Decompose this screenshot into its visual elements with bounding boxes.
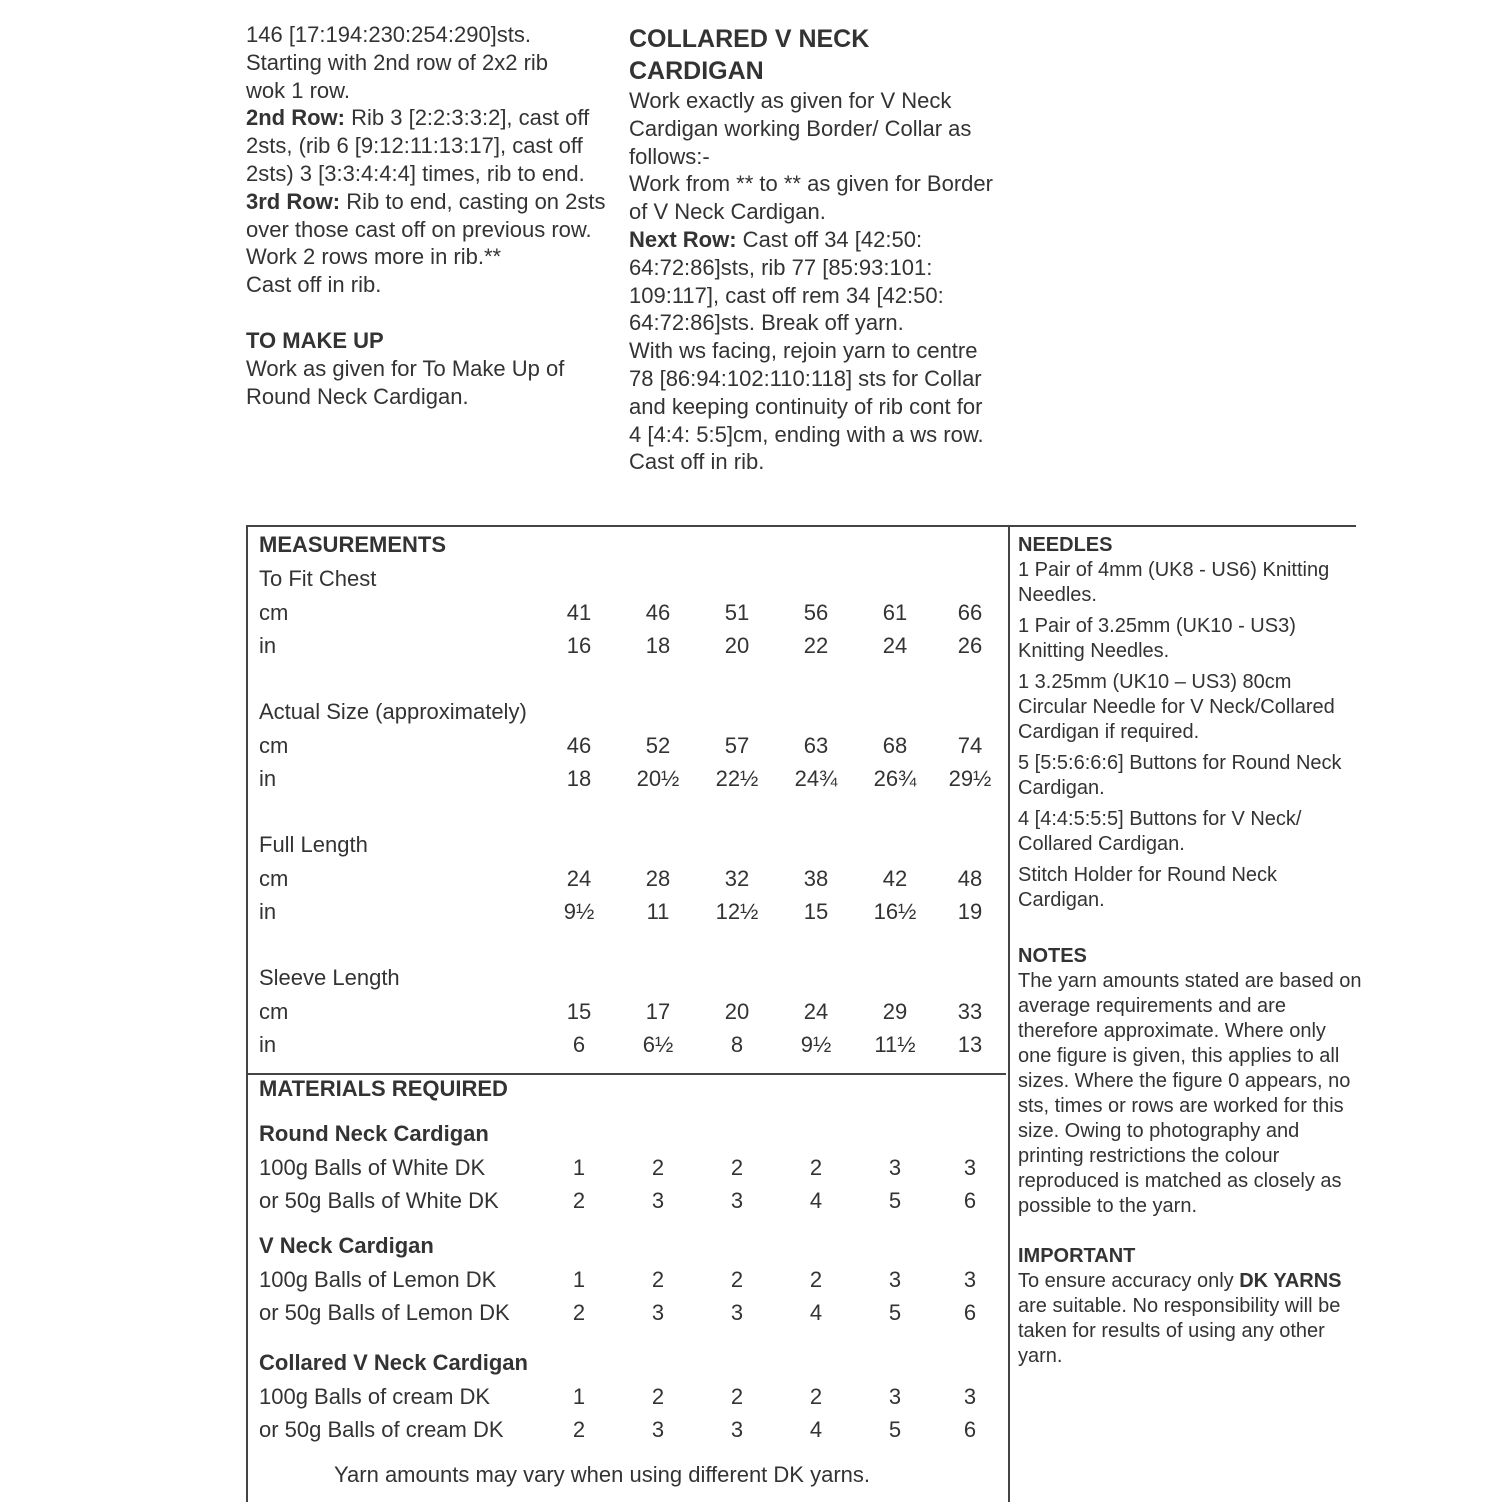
table-cell: 2 bbox=[572, 1300, 586, 1325]
table-cell: 22½ bbox=[715, 766, 759, 791]
table-cell: 3 bbox=[730, 1417, 744, 1442]
table-cell: 74 bbox=[957, 733, 983, 758]
important-heading: IMPORTANT bbox=[1018, 1245, 1136, 1267]
table-cell: 3 bbox=[651, 1417, 665, 1442]
table-cell: 2 bbox=[809, 1384, 823, 1409]
table-cell: 20 bbox=[724, 633, 750, 658]
sleeve-length-label: Sleeve Length bbox=[259, 965, 400, 990]
table-cell: 26 bbox=[957, 633, 983, 658]
button-item: 5 [5:5:6:6:6] Buttons for Round Neck Cardigan. bbox=[1018, 752, 1342, 799]
unit-label: in bbox=[259, 766, 277, 791]
table-cell: 48 bbox=[957, 866, 983, 891]
actual-size-label: Actual Size (approximately) bbox=[259, 699, 527, 724]
table-cell: 2 bbox=[809, 1267, 823, 1292]
table-cell: 17 bbox=[645, 999, 671, 1024]
table-cell: 1 bbox=[572, 1267, 586, 1292]
v-neck-heading: V Neck Cardigan bbox=[259, 1233, 434, 1258]
table-cell: 6½ bbox=[642, 1032, 674, 1057]
table-row bbox=[259, 1032, 999, 1065]
yarn-note: Yarn amounts may vary when using different DK yarns. bbox=[334, 1462, 870, 1487]
table-cell: 1 bbox=[572, 1155, 586, 1180]
table-row bbox=[259, 733, 999, 766]
table-cell: 68 bbox=[882, 733, 908, 758]
materials-heading: MATERIALS REQUIRED bbox=[259, 1076, 508, 1101]
instruction-line: Cast off in rib. bbox=[246, 272, 382, 298]
table-row bbox=[259, 633, 999, 666]
table-row bbox=[259, 1188, 999, 1221]
table-cell: 28 bbox=[645, 866, 671, 891]
yarn-label: or 50g Balls of Lemon DK bbox=[259, 1300, 510, 1325]
table-cell: 3 bbox=[888, 1155, 902, 1180]
table-cell: 66 bbox=[957, 600, 983, 625]
table-cell: 2 bbox=[730, 1155, 744, 1180]
table-cell: 22 bbox=[803, 633, 829, 658]
table-cell: 24¾ bbox=[794, 766, 838, 791]
table-cell: 4 bbox=[809, 1417, 823, 1442]
table-cell: 18 bbox=[566, 766, 592, 791]
button-item: 4 [4:4:5:5:5] Buttons for V Neck/ Collared Cardigan. bbox=[1018, 808, 1302, 855]
table-cell: 11 bbox=[646, 899, 670, 924]
table-cell: 3 bbox=[963, 1155, 977, 1180]
table-cell: 15 bbox=[803, 899, 829, 924]
next-row-label: Next Row: bbox=[629, 226, 737, 252]
table-cell: 3 bbox=[651, 1188, 665, 1213]
table-cell: 3 bbox=[651, 1300, 665, 1325]
table-cell: 57 bbox=[724, 733, 750, 758]
yarn-label: or 50g Balls of White DK bbox=[259, 1188, 499, 1213]
unit-label: in bbox=[259, 633, 277, 658]
table-row bbox=[259, 1300, 999, 1333]
unit-label: cm bbox=[259, 600, 289, 625]
unit-label: in bbox=[259, 1032, 277, 1057]
table-cell: 6 bbox=[963, 1300, 977, 1325]
table-cell: 2 bbox=[730, 1384, 744, 1409]
instruction-text: Work from ** to ** as given for Border of V Neck Cardigan. bbox=[629, 171, 993, 225]
section-title: CARDIGAN bbox=[629, 57, 764, 85]
needle-item: 1 Pair of 4mm (UK8 - US6) Knitting Needles. bbox=[1018, 559, 1330, 606]
instructions-column-middle bbox=[629, 23, 999, 476]
table-cell: 51 bbox=[724, 600, 750, 625]
unit-label: cm bbox=[259, 999, 289, 1024]
table-cell: 52 bbox=[645, 733, 671, 758]
important-text-end: are suitable. No responsibility will be taken for results of using any other yarn. bbox=[1018, 1295, 1341, 1367]
table-row bbox=[259, 899, 999, 932]
table-cell: 3 bbox=[730, 1188, 744, 1213]
important-text bbox=[1018, 1269, 1363, 1369]
row3-instruction bbox=[246, 188, 616, 244]
row3-label: 3rd Row: bbox=[246, 188, 341, 214]
table-row bbox=[259, 866, 999, 899]
yarn-label: or 50g Balls of cream DK bbox=[259, 1417, 504, 1442]
needle-item: 1 Pair of 3.25mm (UK10 - US3) Knitting Needles. bbox=[1018, 615, 1296, 662]
table-cell: 2 bbox=[730, 1267, 744, 1292]
table-cell: 16 bbox=[566, 633, 592, 658]
full-length-label: Full Length bbox=[259, 832, 368, 857]
table-cell: 16½ bbox=[873, 899, 917, 924]
row2-label: 2nd Row: bbox=[246, 105, 345, 131]
important-text-start: To ensure accuracy only bbox=[1018, 1270, 1240, 1292]
notes-text: The yarn amounts stated are based on average requirements and are therefore approximate. Where only one figure is given, this applies to all sizes. Where the figure 0 appears, no sts, times or rows are worked for this size. Owing to photography and printing restrictions the colour reproduced is matched as closely as possible to the yarn. bbox=[1018, 970, 1362, 1217]
table-cell: 4 bbox=[809, 1188, 823, 1213]
chest-label: To Fit Chest bbox=[259, 566, 377, 591]
table-cell: 24 bbox=[882, 633, 908, 658]
instruction-line: Work 2 rows more in rib.** bbox=[246, 244, 502, 270]
table-cell: 3 bbox=[730, 1300, 744, 1325]
needles-notes-column bbox=[1018, 533, 1363, 1369]
instruction-line: Starting with 2nd row of 2x2 rib bbox=[246, 49, 549, 75]
table-cell: 2 bbox=[651, 1155, 665, 1180]
table-cell: 61 bbox=[882, 600, 908, 625]
table-cell: 26¾ bbox=[873, 766, 917, 791]
table-cell: 3 bbox=[963, 1267, 977, 1292]
table-cell: 9½ bbox=[563, 899, 595, 924]
yarn-label: 100g Balls of Lemon DK bbox=[259, 1267, 497, 1292]
table-cell: 24 bbox=[803, 999, 829, 1024]
table-cell: 2 bbox=[651, 1384, 665, 1409]
collared-heading: Collared V Neck Cardigan bbox=[259, 1350, 528, 1375]
table-cell: 5 bbox=[888, 1300, 902, 1325]
yarn-label: 100g Balls of White DK bbox=[259, 1155, 486, 1180]
table-cell: 12½ bbox=[715, 899, 759, 924]
table-cell: 2 bbox=[572, 1188, 586, 1213]
table-cell: 6 bbox=[963, 1188, 977, 1213]
table-row bbox=[259, 1417, 999, 1450]
table-cell: 32 bbox=[724, 866, 750, 891]
instructions-column-left bbox=[246, 21, 616, 410]
holder-item: Stitch Holder for Round Neck Cardigan. bbox=[1018, 864, 1278, 911]
make-up-text: Work as given for To Make Up of Round Neck Cardigan. bbox=[246, 355, 565, 409]
table-cell: 56 bbox=[803, 600, 829, 625]
notes-heading: NOTES bbox=[1018, 945, 1087, 967]
table-cell: 41 bbox=[566, 600, 592, 625]
table-cell: 24 bbox=[566, 866, 592, 891]
dk-yarns-emphasis: DK YARNS bbox=[1239, 1270, 1342, 1292]
table-cell: 3 bbox=[888, 1267, 902, 1292]
measurements-heading: MEASUREMENTS bbox=[259, 532, 447, 557]
yarn-label: 100g Balls of cream DK bbox=[259, 1384, 491, 1409]
table-cell: 3 bbox=[888, 1384, 902, 1409]
instruction-line: wok 1 row. bbox=[246, 77, 350, 103]
next-row-text: Cast off 34 [42:50: 64:72:86]sts, rib 77 [85:93:101: 109:117], cast off rem 34 [42:50: 64:72:86]sts. Break off yarn. bbox=[629, 226, 944, 336]
table-cell: 33 bbox=[957, 999, 983, 1024]
table-cell: 6 bbox=[963, 1417, 977, 1442]
table-cell: 3 bbox=[963, 1384, 977, 1409]
stitch-count-line: 146 [17:194:230:254:290]sts. bbox=[246, 22, 532, 47]
table-cell: 13 bbox=[957, 1032, 983, 1057]
table-cell: 19 bbox=[957, 899, 983, 924]
right-column-rule bbox=[1006, 525, 1356, 527]
row2-text: Rib 3 [2:2:3:3:2], cast off 2sts, (rib 6 [9:12:11:13:17], cast off 2sts) 3 [3:3:4:4:4] times, rib to end. bbox=[246, 105, 590, 186]
table-cell: 18 bbox=[645, 633, 671, 658]
table-cell: 46 bbox=[566, 733, 592, 758]
table-row bbox=[259, 1384, 999, 1417]
table-cell: 20 bbox=[724, 999, 750, 1024]
table-cell: 2 bbox=[809, 1155, 823, 1180]
table-cell: 46 bbox=[645, 600, 671, 625]
table-row bbox=[259, 1267, 999, 1300]
table-cell: 2 bbox=[572, 1417, 586, 1442]
unit-label: cm bbox=[259, 733, 289, 758]
table-cell: 29½ bbox=[948, 766, 992, 791]
table-divider bbox=[246, 1073, 1006, 1075]
round-neck-heading: Round Neck Cardigan bbox=[259, 1121, 489, 1146]
table-cell: 42 bbox=[882, 866, 908, 891]
table-cell: 15 bbox=[566, 999, 592, 1024]
row3-text: Rib to end, casting on 2sts over those cast off on previous row. bbox=[246, 188, 606, 242]
table-cell: 5 bbox=[888, 1417, 902, 1442]
table-cell: 5 bbox=[888, 1188, 902, 1213]
needles-heading: NEEDLES bbox=[1018, 534, 1113, 556]
make-up-heading: TO MAKE UP bbox=[246, 327, 384, 353]
table-cell: 4 bbox=[809, 1300, 823, 1325]
next-row-instruction bbox=[629, 226, 999, 337]
table-cell: 29 bbox=[882, 999, 908, 1024]
table-row bbox=[259, 999, 999, 1032]
table-cell: 9½ bbox=[800, 1032, 832, 1057]
needle-item: 1 3.25mm (UK10 – US3) 80cm Circular Needle for V Neck/Collared Cardigan if required. bbox=[1018, 671, 1335, 743]
row2-instruction bbox=[246, 104, 616, 187]
table-row bbox=[259, 1155, 999, 1188]
table-cell: 8 bbox=[730, 1032, 744, 1057]
table-row bbox=[259, 600, 999, 633]
intro-text: Work exactly as given for V Neck Cardigan working Border/ Collar as follows:- bbox=[629, 88, 972, 169]
unit-label: cm bbox=[259, 866, 289, 891]
table-cell: 1 bbox=[572, 1384, 586, 1409]
section-title: COLLARED V NECK bbox=[629, 25, 870, 53]
instruction-text: Cast off in rib. bbox=[629, 449, 765, 475]
unit-label: in bbox=[259, 899, 277, 924]
table-cell: 38 bbox=[803, 866, 829, 891]
table-cell: 63 bbox=[803, 733, 829, 758]
instruction-text: With ws facing, rejoin yarn to centre 78 [86:94:102:110:118] sts for Collar and keeping continuity of rib cont for 4 [4:4: 5:5]cm, ending with a ws row. bbox=[629, 338, 984, 447]
table-cell: 11½ bbox=[874, 1032, 916, 1057]
table-cell: 20½ bbox=[636, 766, 680, 791]
table-cell: 6 bbox=[572, 1032, 586, 1057]
table-row bbox=[259, 766, 999, 799]
table-cell: 2 bbox=[651, 1267, 665, 1292]
